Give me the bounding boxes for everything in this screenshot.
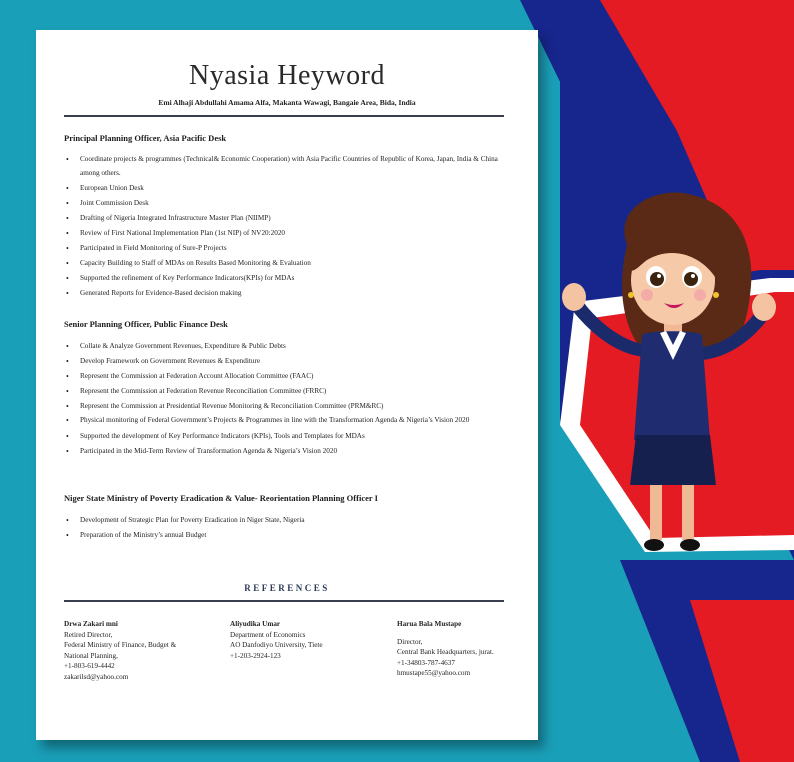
reference-name: Aliyudika Umar — [230, 620, 281, 628]
resume-page — [36, 30, 538, 740]
list-item: • Represent the Commission at Federation Account Allocation Committee (FAAC) — [64, 369, 504, 384]
section-list-senior-planning — [64, 339, 504, 459]
section-list-niger-state — [64, 513, 504, 543]
list-item: • Development of Strategic Plan for Poverty Eradication in Niger State, Nigeria — [64, 513, 504, 528]
reference-name: Harua Bala Mustape — [397, 620, 462, 628]
reference-line: Retired Director, — [64, 630, 113, 639]
list-item: • Coordinate projects & programmes (Technical& Economic Cooperation) with Asia Pacific Countries of Republic of Korea, Japan, India & China among others. — [64, 153, 504, 181]
list-item: • Capacity Building to Staff of MDAs on Results Based Monitoring & Evaluation — [64, 256, 504, 271]
list-item: • Joint Commission Desk — [64, 196, 504, 211]
applicant-address: Emi Alhaji Abdullahi Amama Alfa, Makanta Wawagi, Bangaie Area, Bida, India — [158, 98, 416, 107]
reference-phone: +1-34803-787-4637 — [397, 658, 455, 667]
reference-line: Department of Economics — [230, 630, 306, 639]
reference-2 — [230, 619, 380, 661]
reference-line: Central Bank Headquarters, jurat. — [397, 648, 494, 656]
reference-phone: +1-203-2924-123 — [230, 651, 281, 660]
section-title-principal-planning: Principal Planning Officer, Asia Pacific Desk — [64, 133, 227, 143]
reference-line: Director, — [397, 637, 423, 646]
reference-email: hmustape55@yahoo.com — [397, 669, 471, 677]
reference-1 — [64, 619, 214, 682]
list-item: • Develop Framework on Government Revenues & Expenditure — [64, 354, 504, 369]
applicant-name: Nyasia Heyword — [189, 60, 385, 91]
reference-phone: +1-803-619-4442 — [64, 662, 115, 670]
section-title-senior-planning: Senior Planning Officer, Public Finance Desk — [64, 319, 228, 329]
list-item: • Represent the Commission at Federation Revenue Reconciliation Committee (FRRC) — [64, 384, 504, 399]
references-title: REFERENCES — [244, 583, 330, 593]
reference-line: National Planning, — [64, 651, 118, 660]
list-item: • Represent the Commission at Presidential Revenue Monitoring & Reconciliation Committee (PRM&RC) — [64, 399, 504, 414]
reference-line: Federal Ministry of Finance, Budget & — [64, 641, 177, 649]
reference-line: AO Danfodiyo University, Tiete — [230, 641, 323, 649]
reference-3 — [397, 619, 532, 679]
list-item: • Supported the refinement of Key Performance Indicators(KPIs) for MDAs — [64, 271, 504, 286]
list-item: • Collate & Analyze Government Revenues, Expenditure & Public Debts — [64, 339, 504, 354]
list-item: • Preparation of the Ministry’s annual Budget — [64, 528, 504, 543]
section-list-principal-planning — [64, 153, 504, 301]
list-item: • Participated in Field Monitoring of Sure-P Projects — [64, 241, 504, 256]
reference-name: Drwa Zakari mni — [64, 620, 118, 628]
list-item: • Generated Reports for Evidence-Based decision making — [64, 286, 504, 301]
list-item: • Supported the development of Key Performance Indicators (KPIs), Tools and Templates for MDAs — [64, 429, 504, 444]
list-item: • Participated in the Mid-Term Review of Transformation Agenda & Nigeria’s Vision 2020 — [64, 444, 504, 459]
section-title-niger-state: Niger State Ministry of Poverty Eradication & Value- Reorientation Planning Officer I — [64, 493, 378, 503]
list-item: • Physical monitoring of Federal Government’s Projects & Programmes in line with the Transformation Agenda & Nigeria’s Vision 2020 — [64, 414, 504, 429]
header-divider — [64, 115, 504, 117]
list-item: • Review of First National Implementation Plan (1st NIP) of NV20:2020 — [64, 226, 504, 241]
businesswoman-illustration — [552, 185, 782, 560]
reference-email: zakarilsd@yahoo.com — [64, 672, 129, 681]
list-item: • European Union Desk — [64, 181, 504, 196]
list-item: • Drafting of Nigeria Integrated Infrastructure Master Plan (NIIMP) — [64, 211, 504, 226]
references-divider — [64, 600, 504, 602]
